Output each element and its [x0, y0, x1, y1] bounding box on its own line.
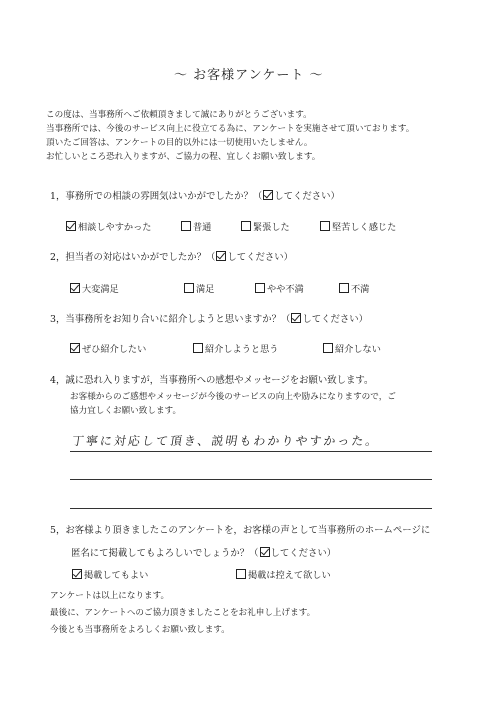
option-label: 掲載してもよい — [84, 570, 149, 581]
question-4-sub-2: 協力宜しくお願い致します。 — [70, 406, 182, 416]
option-label: 紹介しない — [335, 344, 381, 355]
question-1-label: 1，事務所での相談の雰囲気はいかがでしたか？ — [50, 191, 253, 202]
q2-option-3[interactable] — [255, 281, 304, 295]
option-label: 満足 — [196, 284, 215, 295]
q1-option-4[interactable] — [320, 219, 396, 233]
option-label: 緊張した — [253, 222, 290, 233]
q1-option-3[interactable] — [241, 219, 290, 233]
q5-option-1[interactable] — [72, 567, 148, 581]
check-mark-icon — [216, 251, 226, 261]
check-hint-open: （ — [252, 191, 263, 202]
closing-line-2: 最後に、アンケートへのご協力頂きましたことをお礼申し上げます。 — [50, 608, 316, 618]
checkbox-icon[interactable] — [255, 283, 265, 293]
q3-option-1[interactable] — [70, 341, 146, 355]
check-mark-icon — [260, 547, 270, 557]
q2-option-2[interactable] — [184, 281, 214, 295]
check-hint-open: （ — [280, 314, 291, 325]
q2-option-4[interactable] — [339, 281, 369, 295]
checkbox-icon[interactable] — [241, 221, 251, 231]
question-4-subtext — [70, 390, 396, 418]
check-mark-icon — [291, 313, 301, 323]
question-3-label: 3，当事務所をお知り合いに紹介しようと思いますか？ — [50, 314, 281, 325]
answer-line-2 — [70, 479, 432, 480]
question-4-sub-1: お客様からのご感想やメッセージが今後のサービスの向上や励みになりますので，ご — [70, 392, 396, 402]
option-label: 堅苦しく感じた — [332, 222, 397, 233]
option-label: 紹介しようと思う — [205, 344, 279, 355]
closing-line-1: アンケートは以上になります。 — [50, 591, 170, 601]
check-hint-open: （ — [249, 548, 259, 559]
intro-line-2: 当事務所では、今後のサービス向上に役立てる為に、アンケートを実施させて頂いております。 — [46, 124, 415, 134]
question-4-label: 4，誠に恐れ入りますが，当事務所への感想やメッセージをお願い致します。 — [50, 375, 374, 386]
answer-line-3 — [70, 508, 432, 509]
checkbox-icon[interactable] — [181, 221, 191, 231]
check-hint-open: （ — [205, 252, 216, 263]
q3-option-3[interactable] — [323, 341, 381, 355]
question-3 — [50, 311, 368, 325]
checkbox-icon[interactable] — [236, 569, 246, 579]
q1-option-1[interactable] — [66, 219, 152, 233]
check-mark-icon — [263, 190, 273, 200]
q3-option-2[interactable] — [193, 341, 279, 355]
question-2 — [50, 249, 293, 263]
checkbox-icon[interactable] — [320, 221, 330, 231]
q2-option-1[interactable] — [70, 281, 119, 295]
check-hint-close: してください） — [270, 548, 337, 559]
check-hint-close: してください） — [227, 252, 293, 263]
checkbox-icon[interactable] — [66, 221, 76, 231]
checkbox-icon[interactable] — [193, 343, 203, 353]
option-label: 相談しやすかった — [78, 222, 152, 233]
intro-line-4: お忙しいところ恐れ入りますが、ご協力の程、宜しくお願い致します。 — [46, 152, 321, 162]
question-5-label: 5，お客様より頂きましたこのアンケートを，お客様の声として当事務所のホームページに — [50, 525, 431, 536]
intro-line-3: 頂いたご回答は、アンケートの目的以外には一切使用いたしません。 — [46, 138, 313, 148]
checkbox-icon[interactable] — [72, 569, 82, 579]
option-label: 大変満足 — [82, 284, 119, 295]
checkbox-icon[interactable] — [70, 343, 80, 353]
option-label: ぜひ紹介したい — [82, 344, 147, 355]
q1-option-2[interactable] — [181, 219, 211, 233]
checkbox-icon[interactable] — [339, 283, 349, 293]
option-label: やや不満 — [267, 284, 304, 295]
option-label: 不満 — [351, 284, 370, 295]
check-hint-close: してください） — [274, 191, 340, 202]
closing-line-3: 今後とも当事務所をよろしくお願い致します。 — [50, 625, 230, 635]
checkbox-icon[interactable] — [70, 283, 80, 293]
closing-text — [50, 588, 315, 639]
checkbox-icon[interactable] — [323, 343, 333, 353]
check-hint-close: してください） — [302, 314, 368, 325]
question-2-label: 2，担当者の対応はいかがでしたか？ — [50, 252, 206, 263]
option-label: 普通 — [193, 222, 212, 233]
checkbox-icon[interactable] — [184, 283, 194, 293]
answer-line-1 — [70, 451, 432, 452]
question-5-line-2 — [71, 545, 336, 559]
q5-option-2[interactable] — [236, 567, 331, 581]
question-1 — [50, 188, 340, 202]
intro-text — [46, 108, 414, 164]
intro-line-1: この度は、当事務所へご依頼頂きまして誠にありがとうございます。 — [46, 110, 312, 120]
page-title: ～ お客様アンケート ～ — [174, 68, 324, 83]
question-5-line-2-text: 匿名にて掲載してもよろしいでしょうか？ — [71, 548, 250, 559]
option-label: 掲載は控えて欲しい — [248, 570, 331, 581]
handwritten-answer: 丁寧に対応して頂き、説明もわかりやすかった。 — [70, 434, 381, 448]
